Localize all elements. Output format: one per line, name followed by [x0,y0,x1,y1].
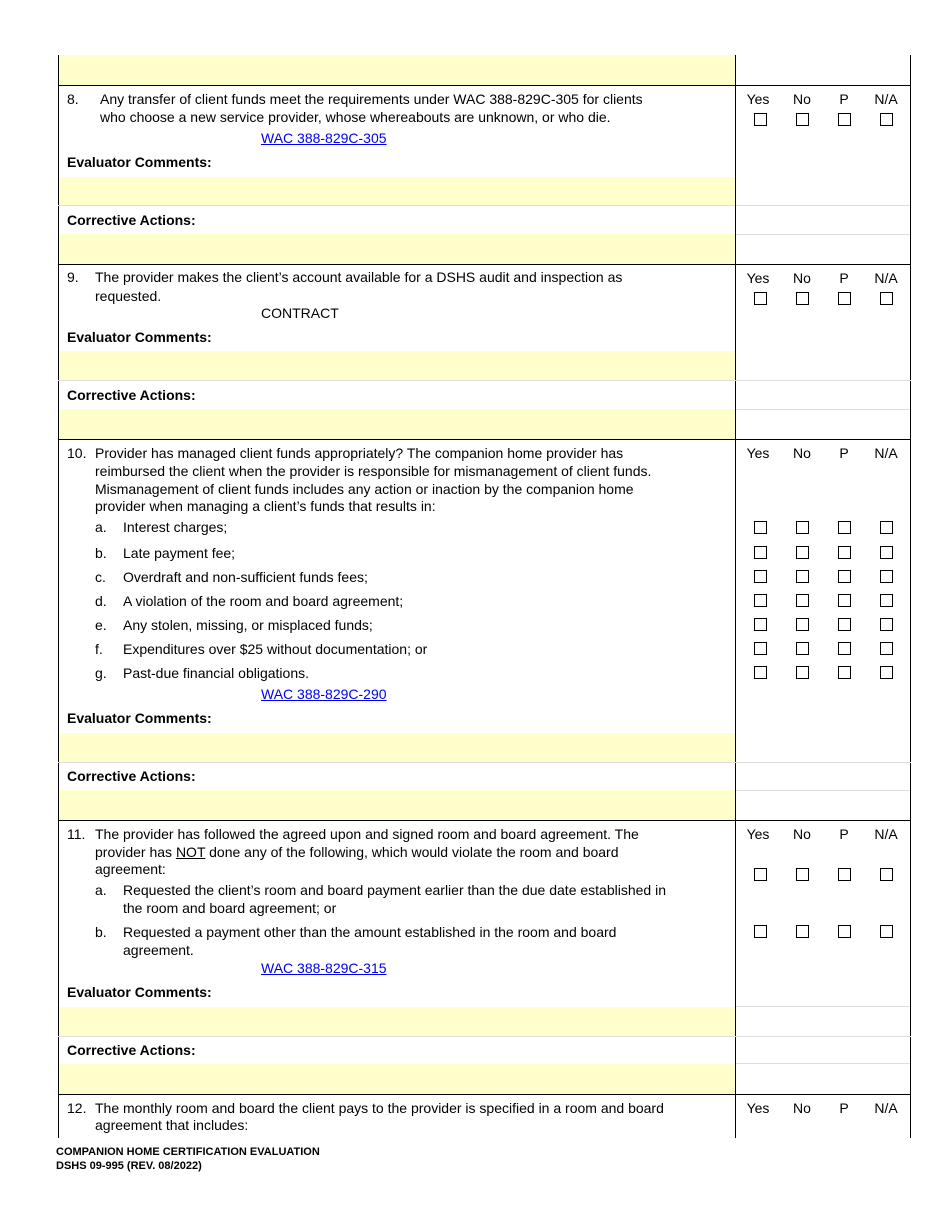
item-text-line: The provider has followed the agreed upon and signed room and board agreement. The [95,826,639,842]
field-divider [736,1063,910,1064]
yes-header: Yes [746,445,770,461]
na-header: N/A [874,91,898,107]
na-checkbox[interactable] [880,925,893,938]
na-header: N/A [874,270,898,286]
field-divider [58,205,735,206]
subitem-text: Requested a payment other than the amount established in the room and board [123,924,617,940]
no-checkbox[interactable] [796,594,809,607]
item-text-line: Mismanagement of client funds includes any action or inaction by the companion home [95,481,634,497]
reference-text: CONTRACT [261,305,339,321]
item-text-line: Any transfer of client funds meet the requirements under WAC 388-829C-305 for clients [100,91,643,107]
item-text-line: Provider has managed client funds appropriately? The companion home provider has [95,445,624,461]
evaluator-comments-field[interactable] [59,177,735,205]
table-right-border [910,55,911,1138]
subitem-letter: a. [95,882,107,898]
yes-checkbox[interactable] [754,642,767,655]
wac-reference-link[interactable]: WAC 388-829C-315 [261,960,387,976]
no-checkbox[interactable] [796,925,809,938]
yes-checkbox[interactable] [754,594,767,607]
corrective-actions-field[interactable] [59,234,735,264]
corrective-actions-label: Corrective Actions: [67,387,196,403]
no-checkbox[interactable] [796,292,809,305]
no-checkbox[interactable] [796,546,809,559]
item-text-line: provider when managing a client’s funds that results in: [95,498,436,514]
subitem-text: Expenditures over $25 without documentation; or [123,641,428,657]
row-separator [58,85,911,86]
subitem-letter: c. [95,569,106,585]
no-checkbox[interactable] [796,113,809,126]
na-checkbox[interactable] [880,521,893,534]
na-checkbox[interactable] [880,570,893,583]
row-separator [58,820,911,821]
subitem-text: Overdraft and non-sufficient funds fees; [123,569,368,585]
p-checkbox[interactable] [838,594,851,607]
evaluator-comments-field[interactable] [59,733,735,762]
no-header: No [793,270,811,286]
field-divider [58,380,911,381]
corrective-actions-field[interactable] [59,409,735,439]
item-number: 8. [67,91,79,107]
p-checkbox[interactable] [838,521,851,534]
no-checkbox[interactable] [796,521,809,534]
corrective-actions-label: Corrective Actions: [67,768,196,784]
evaluator-comments-label: Evaluator Comments: [67,154,212,170]
subitem-letter: e. [95,617,107,633]
subitem-text: Late payment fee; [123,545,236,561]
yes-checkbox[interactable] [754,521,767,534]
footer-form-number: DSHS 09-995 (REV. 08/2022) [56,1160,202,1172]
wac-reference-link[interactable]: WAC 388-829C-290 [261,686,387,702]
item-text-line: requested. [95,288,162,304]
subitem-text: Past-due financial obligations. [123,665,310,681]
not-emphasis: NOT [175,844,206,860]
na-checkbox[interactable] [880,618,893,631]
p-header: P [839,91,849,107]
subitem-text: Requested the client’s room and board payment earlier than the due date established in [123,882,666,898]
item-text-line: agreement that includes: [95,1117,249,1133]
yes-header: Yes [746,826,770,842]
no-checkbox[interactable] [796,642,809,655]
item-text-line: The provider makes the client’s account available for a DSHS audit and inspection as [95,269,623,285]
subitem-text: agreement. [123,942,194,958]
yes-checkbox[interactable] [754,925,767,938]
subitem-text: Any stolen, missing, or misplaced funds; [123,617,373,633]
subitem-text: A violation of the room and board agreement; [123,593,404,609]
p-checkbox[interactable] [838,618,851,631]
na-checkbox[interactable] [880,113,893,126]
no-checkbox[interactable] [796,868,809,881]
field-divider [736,234,910,235]
corrective-actions-label: Corrective Actions: [67,212,196,228]
table-left-border [58,55,59,1138]
p-checkbox[interactable] [838,570,851,583]
no-checkbox[interactable] [796,666,809,679]
subitem-letter: b. [95,545,107,561]
p-header: P [839,270,849,286]
na-checkbox[interactable] [880,594,893,607]
yes-checkbox[interactable] [754,666,767,679]
p-header: P [839,445,849,461]
item-text-line: agreement: [95,861,166,877]
subitem-letter: g. [95,665,107,681]
item-text-line: reimbursed the client when the provider is responsible for mismanagement of client funds. [95,463,652,479]
field-divider [736,790,910,791]
p-checkbox[interactable] [838,925,851,938]
row-separator [58,264,911,265]
item-text-line: who choose a new service provider, whose whereabouts are unknown, or who die. [100,109,611,125]
yes-checkbox[interactable] [754,618,767,631]
no-header: No [793,91,811,107]
na-checkbox[interactable] [880,868,893,881]
subitem-letter: f. [95,641,103,657]
p-checkbox[interactable] [838,546,851,559]
yes-header: Yes [746,270,770,286]
field-divider [58,762,911,763]
item-number: 9. [67,269,79,285]
evaluator-comments-label: Evaluator Comments: [67,984,212,1000]
evaluator-comments-field[interactable] [59,1007,735,1036]
yes-checkbox[interactable] [754,292,767,305]
p-checkbox[interactable] [838,868,851,881]
item-text-line: The monthly room and board the client pays to the provider is specified in a room and board [95,1100,664,1116]
field-divider [736,205,910,206]
evaluator-comments-label: Evaluator Comments: [67,710,212,726]
item-number: 10. [67,445,87,461]
na-header: N/A [874,445,898,461]
row-separator [58,1094,911,1095]
corrective-actions-label: Corrective Actions: [67,1042,196,1058]
na-checkbox[interactable] [880,666,893,679]
yes-checkbox[interactable] [754,113,767,126]
corrective-actions-field[interactable] [59,1064,735,1094]
na-checkbox[interactable] [880,642,893,655]
field-divider [58,1036,911,1037]
field-divider [736,1006,910,1007]
item-number: 12. [67,1100,87,1116]
p-header: P [839,826,849,842]
item-text-line: provider has NOT done any of the following, which would violate the room and board [95,844,619,860]
no-header: No [793,445,811,461]
wac-reference-link[interactable]: WAC 388-829C-305 [261,130,387,146]
evaluator-comments-field[interactable] [59,351,735,380]
no-checkbox[interactable] [796,570,809,583]
no-header: No [793,826,811,842]
p-checkbox[interactable] [838,642,851,655]
yes-checkbox[interactable] [754,546,767,559]
p-checkbox[interactable] [838,292,851,305]
item-number: 11. [67,826,86,842]
yes-header: Yes [746,1100,770,1116]
previous-corrective-actions-field[interactable] [59,55,735,85]
subitem-text: the room and board agreement; or [123,900,337,916]
no-checkbox[interactable] [796,618,809,631]
na-header: N/A [874,826,898,842]
na-checkbox[interactable] [880,546,893,559]
p-checkbox[interactable] [838,113,851,126]
na-checkbox[interactable] [880,292,893,305]
corrective-actions-field[interactable] [59,790,735,820]
subitem-letter: a. [95,519,107,535]
no-header: No [793,1100,811,1116]
footer-form-title: COMPANION HOME CERTIFICATION EVALUATION [56,1146,320,1158]
p-header: P [839,1100,849,1116]
yes-header: Yes [746,91,770,107]
subitem-letter: d. [95,593,107,609]
p-checkbox[interactable] [838,666,851,679]
field-divider [736,409,910,410]
yes-checkbox[interactable] [754,868,767,881]
yes-checkbox[interactable] [754,570,767,583]
row-separator [58,439,911,440]
evaluator-comments-label: Evaluator Comments: [67,329,212,345]
subitem-letter: b. [95,924,107,940]
na-header: N/A [874,1100,898,1116]
table-column-divider [735,55,736,1138]
subitem-text: Interest charges; [123,519,228,535]
